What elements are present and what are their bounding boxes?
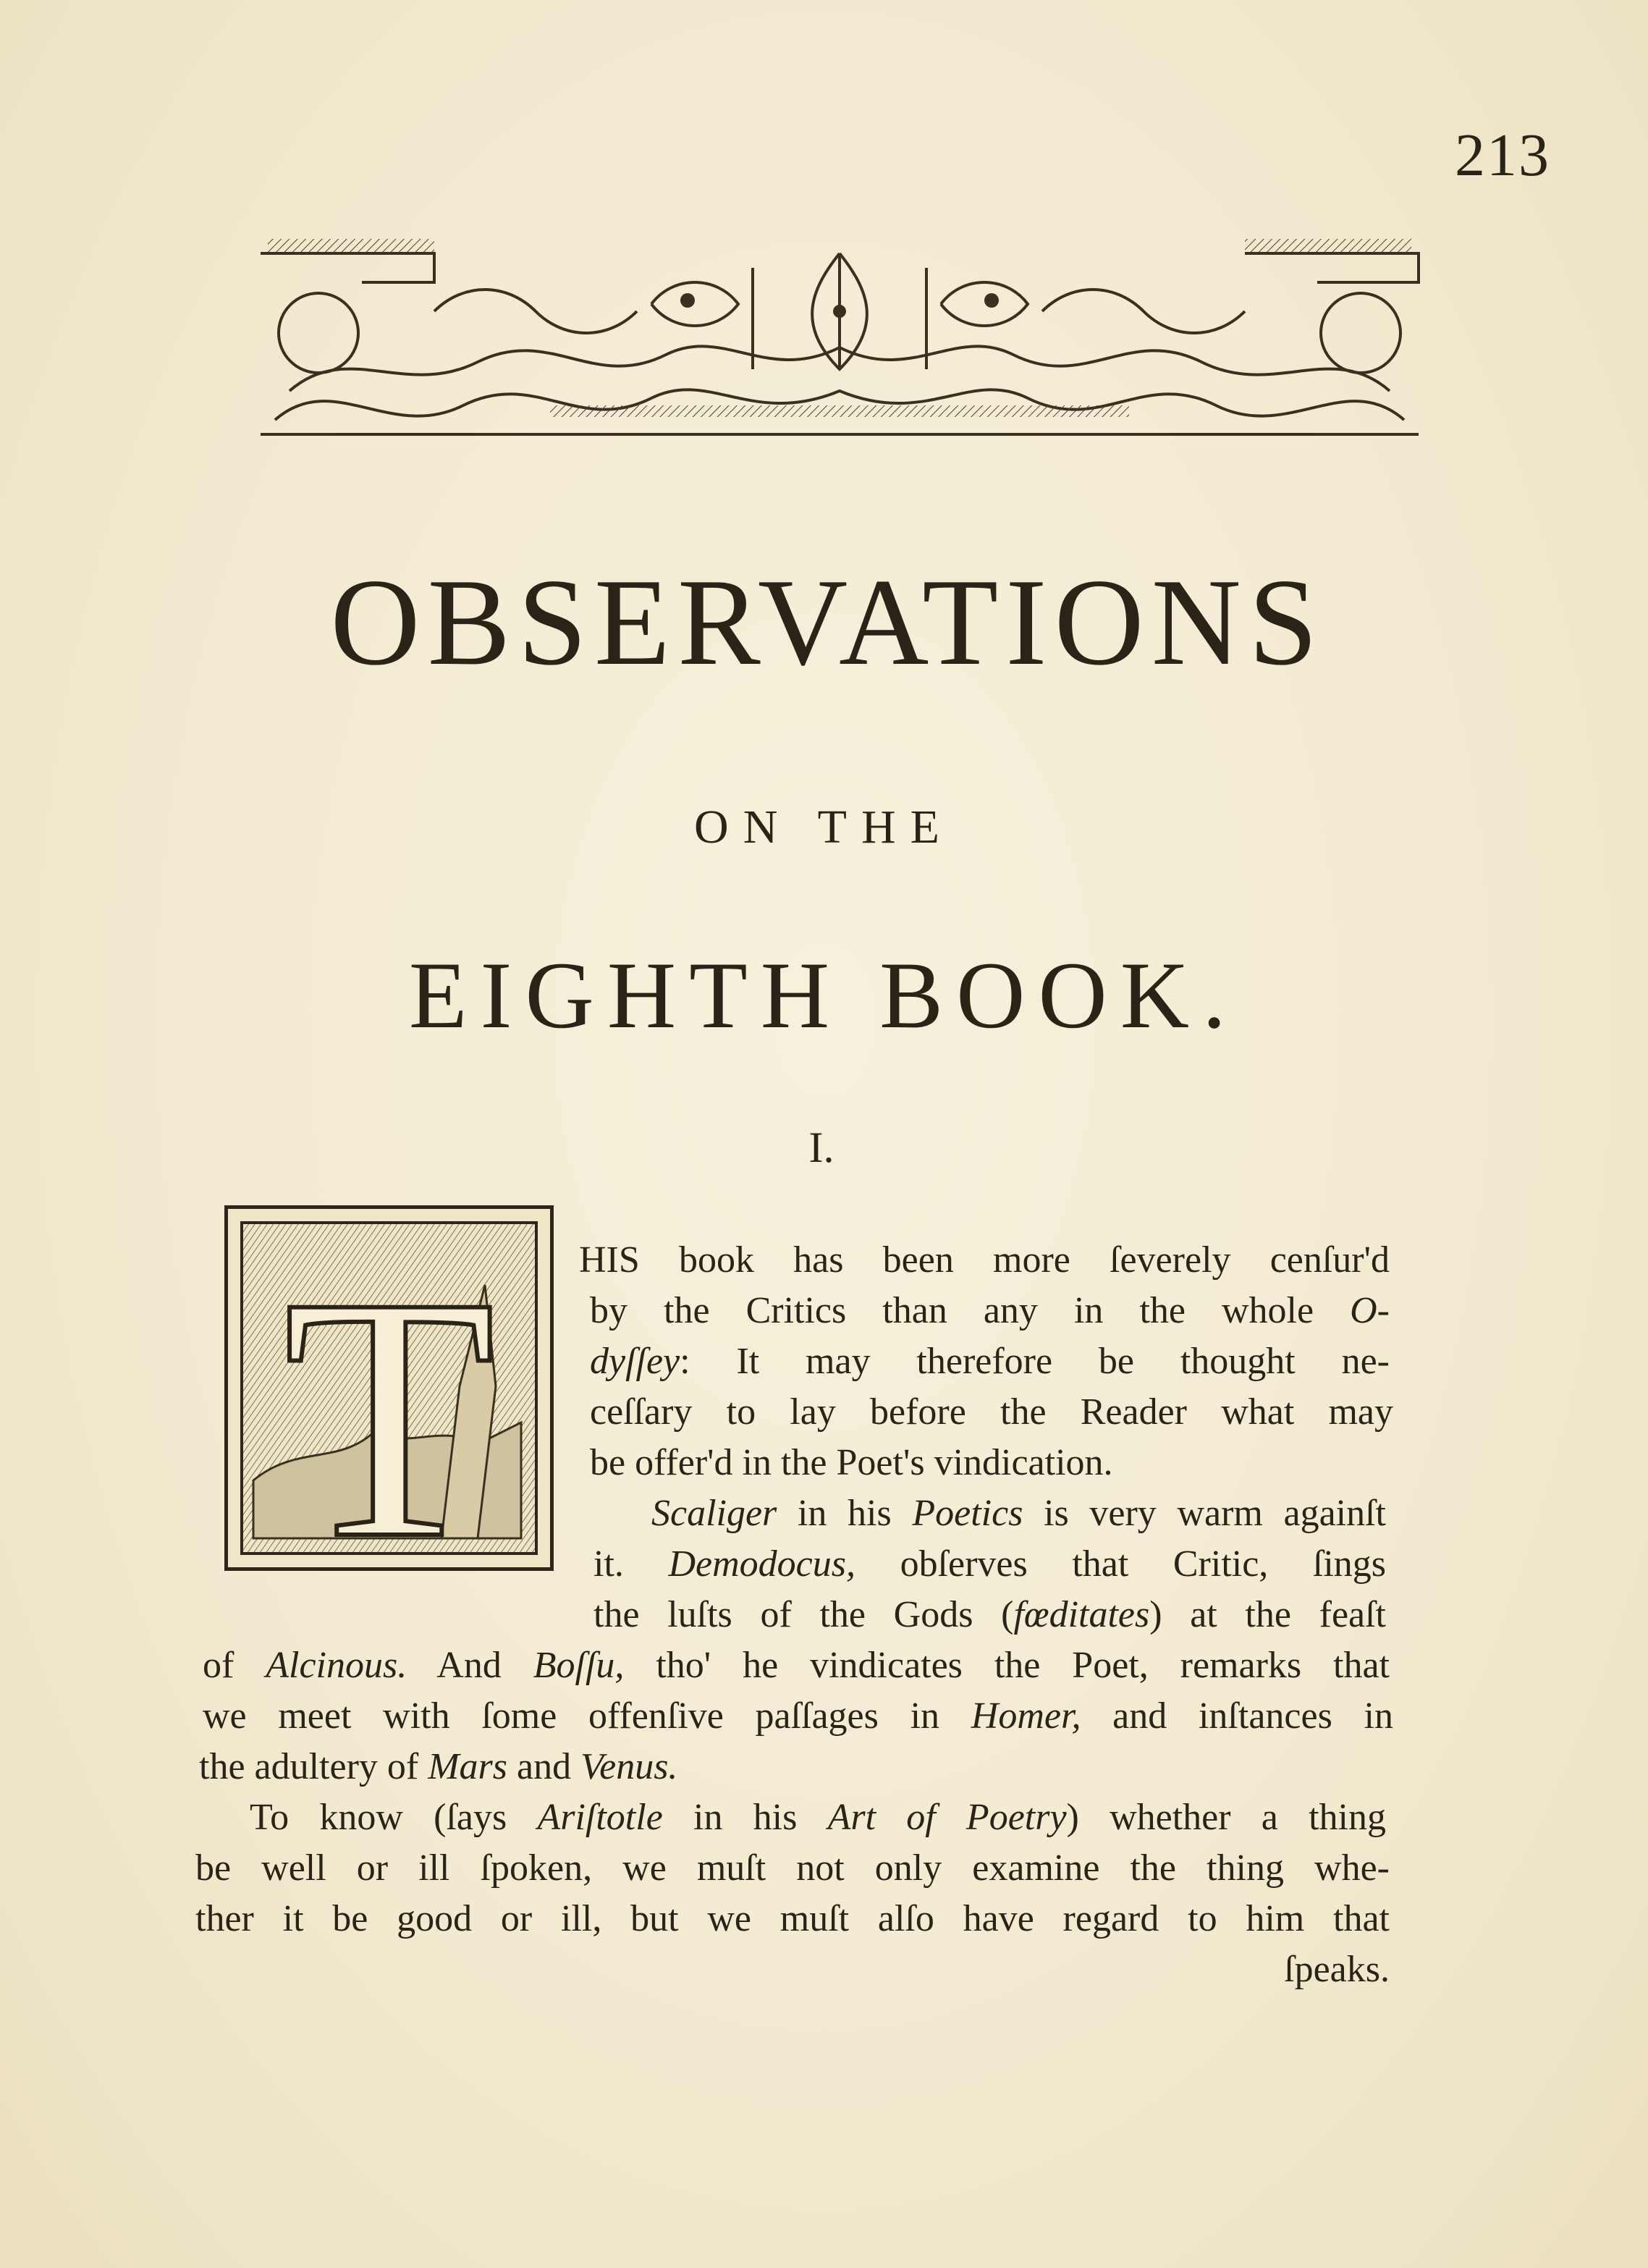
italic-text: Demodocus, [668,1543,855,1585]
text-line [590,1439,1245,1487]
italic-text: Boſſu, [533,1645,625,1686]
text-segment: be well or ill ſpoken, we muſt not only examine the thing whe- [195,1847,1390,1889]
title-on-the: ON THE [694,801,954,853]
italic-text: Poetics [912,1493,1023,1534]
text-segment: and inſtances in [1081,1695,1393,1737]
text-segment: the luſts of the Gods ( [593,1594,1014,1635]
text-line [590,1287,1390,1335]
text-line [593,1591,1386,1639]
section-number: I. [808,1124,834,1171]
text-line [593,1540,1386,1588]
italic-text: dyſſey [590,1341,680,1382]
italic-text: Homer, [971,1695,1081,1737]
text-segment: HIS book has been more ſeverely cenſur'd [579,1239,1390,1281]
text-line [1021,1946,1390,1994]
italic-text: Mars [428,1746,508,1787]
text-segment: To know (ſays [250,1797,538,1838]
text-segment: by the Critics than any in the whole [590,1290,1351,1331]
italic-text: O- [1350,1290,1390,1331]
text-segment: obſerves that Critic, ſings [855,1543,1386,1585]
text-segment: the adultery of [199,1746,428,1787]
text-segment: tho' he vindicates the Poet, remarks that [624,1645,1390,1686]
text-segment: in his [777,1493,913,1534]
text-line [199,1743,800,1791]
italic-text: Alcinous. [266,1645,407,1686]
text-segment: is very warm againſt [1023,1493,1386,1534]
text-line [590,1388,1393,1436]
text-line [195,1895,1390,1943]
italic-text: Venus. [580,1746,678,1787]
page-number: 213 [1455,122,1550,189]
italic-text: fœditates [1013,1594,1150,1635]
text-segment: ) whether a thing [1066,1797,1386,1838]
text-segment: And [407,1645,533,1686]
italic-text: Art of Poetry [827,1797,1067,1838]
text-line [203,1692,1393,1740]
text-segment: ) at the feaſt [1149,1594,1386,1635]
text-line [651,1490,1386,1538]
title-observations: OBSERVATIONS [330,554,1325,691]
text-segment: ſpeaks. [1284,1949,1390,1990]
text-line [250,1794,1386,1842]
text-line [579,1236,1390,1284]
text-line [203,1642,1390,1690]
text-segment: and [507,1746,581,1787]
drop-cap [224,1205,554,1571]
title-eighth-book: EIGHTH BOOK. [408,942,1240,1048]
text-segment: of [203,1645,266,1686]
text-segment: : It may therefore be thought ne- [680,1341,1390,1382]
ornamental-headpiece [246,224,1433,449]
text-segment: in his [662,1797,828,1838]
italic-text: Ariſtotle [537,1797,663,1838]
text-line [590,1338,1390,1386]
text-segment: ceſſary to lay before the Reader what may [590,1391,1393,1433]
text-segment: it. [593,1543,669,1585]
text-segment: we meet with ſome offenſive paſſages in [203,1695,971,1737]
text-line [195,1845,1390,1892]
text-segment: ther it be good or ill, but we muſt alſo have regard to him that [195,1898,1390,1939]
drop-cap-letter: T [283,1225,496,1571]
italic-text: Scaliger [651,1493,777,1534]
text-segment: be offer'd in the Poet's vindication. [590,1442,1113,1483]
